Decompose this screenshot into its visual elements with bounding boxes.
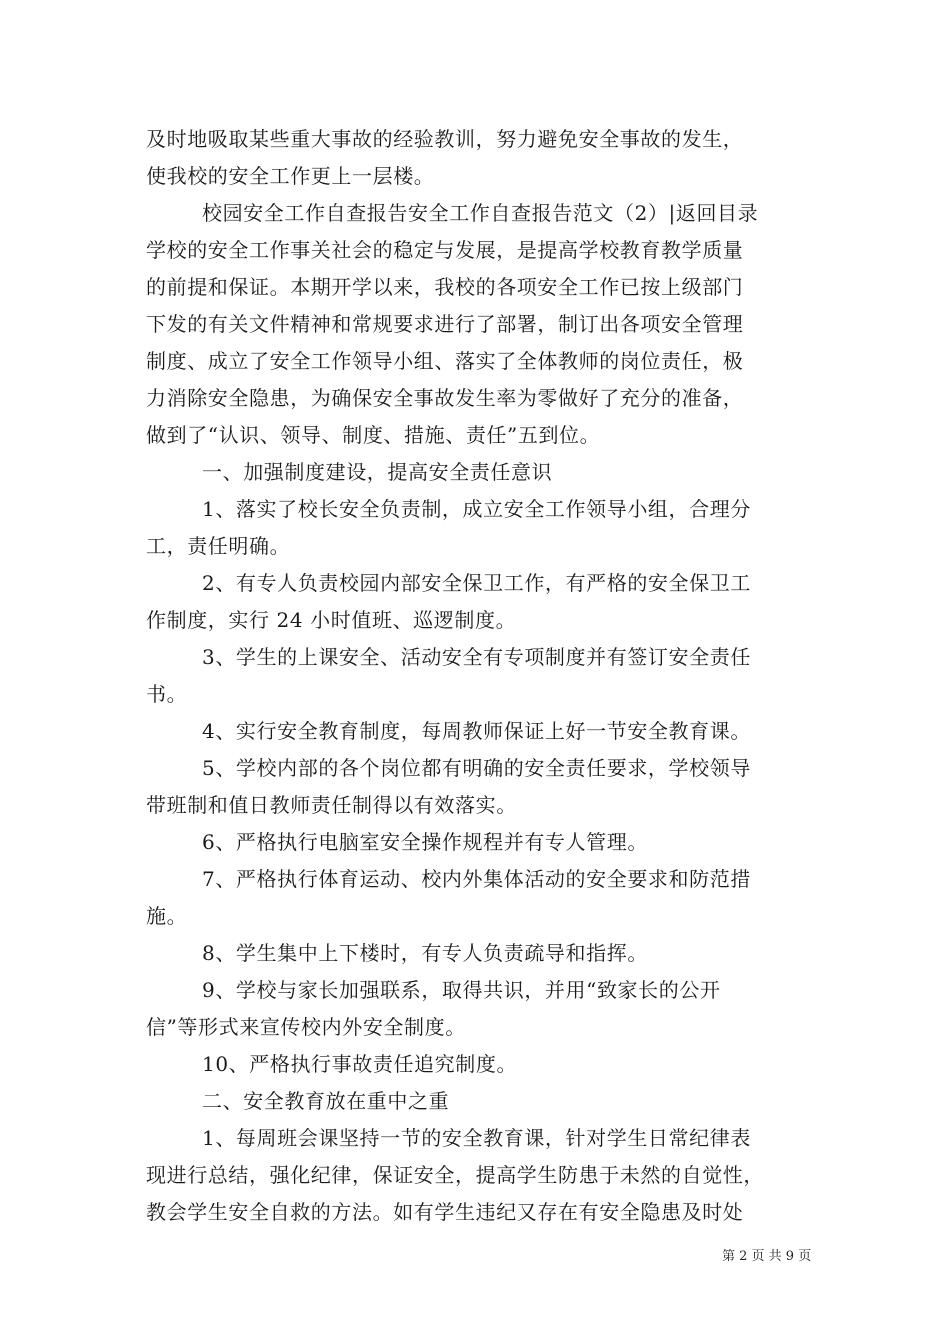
- text-line: 7、严格执行体育运动、校内外集体活动的安全要求和防范措: [202, 867, 751, 891]
- text-line: 2、有专人负责校园内部安全保卫工作，有严格的安全保卫工: [202, 571, 751, 595]
- page-number-footer: 第 2 页 共 9 页: [722, 1249, 812, 1264]
- text-line: 校园安全工作自查报告安全工作自查报告范文（2）|返回目录: [202, 201, 759, 225]
- text-line: 1、每周班会课坚持一节的安全教育课，针对学生日常纪律表: [202, 1126, 751, 1150]
- text-line: 及时地吸取某些重大事故的经验教训，努力避免安全事故的发生，: [146, 127, 744, 151]
- text-line: 制度、成立了安全工作领导小组、落实了全体教师的岗位责任，极: [146, 349, 744, 373]
- text-line: 5、学校内部的各个岗位都有明确的安全责任要求，学校领导: [202, 756, 751, 780]
- text-line: 工，责任明确。: [146, 534, 291, 558]
- text-line: 8、学生集中上下楼时，有专人负责疏导和指挥。: [202, 941, 648, 965]
- text-line: 的前提和保证。本期开学以来，我校的各项安全工作已按上级部门: [146, 275, 744, 299]
- text-line: 一、加强制度建设，提高安全责任意识: [202, 460, 553, 484]
- text-line: 二、安全教育放在重中之重: [202, 1089, 450, 1113]
- text-line: 4、实行安全教育制度，每周教师保证上好一节安全教育课。: [202, 719, 751, 743]
- text-line: 6、严格执行电脑室安全操作规程并有专人管理。: [202, 830, 648, 854]
- text-line: 使我校的安全工作更上一层楼。: [146, 164, 435, 188]
- document-body: [146, 121, 810, 1231]
- text-line: 施。: [146, 904, 188, 928]
- text-line: 1、落实了校长安全负责制，成立安全工作领导小组，合理分: [202, 497, 751, 521]
- text-line: 力消除安全隐患，为确保安全事故发生率为零做好了充分的准备，: [146, 386, 744, 410]
- text-line: 现进行总结，强化纪律，保证安全，提高学生防患于未然的自觉性，: [146, 1163, 764, 1187]
- text-line: 带班制和值日教师责任制得以有效落实。: [146, 793, 517, 817]
- text-line: 做到了“认识、领导、制度、措施、责任”五到位。: [146, 423, 601, 447]
- text-line: 10、严格执行事故责任追究制度。: [202, 1052, 518, 1076]
- text-line: 学校的安全工作事关社会的稳定与发展，是提高学校教育教学质量: [146, 238, 744, 262]
- text-line: 信”等形式来宣传校内外安全制度。: [146, 1015, 466, 1039]
- text-line: 书。: [146, 682, 188, 706]
- text-line: 下发的有关文件精神和常规要求进行了部署，制订出各项安全管理: [146, 312, 744, 336]
- text-line: 9、学校与家长加强联系，取得共识，并用“致家长的公开: [202, 978, 721, 1002]
- text-line: 教会学生安全自救的方法。如有学生违纪又存在有安全隐患及时处: [146, 1200, 744, 1224]
- text-line: 作制度，实行 24 小时值班、巡逻制度。: [146, 608, 517, 632]
- text-line: 3、学生的上课安全、活动安全有专项制度并有签订安全责任: [202, 645, 751, 669]
